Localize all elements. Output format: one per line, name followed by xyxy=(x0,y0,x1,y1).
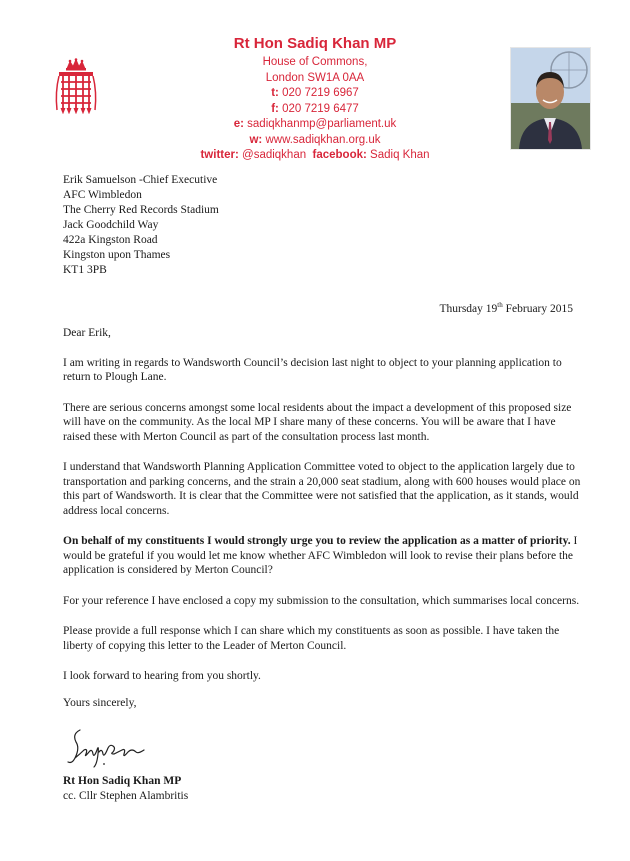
telephone-label: t: xyxy=(271,87,279,99)
twitter-label: twitter: xyxy=(200,149,239,161)
cc-line: cc. Cllr Stephen Alambritis xyxy=(63,790,189,802)
salutation: Dear Erik, xyxy=(63,327,111,339)
paragraph-5: For your reference I have enclosed a copy my submission to the consultation, which summarises local concerns. xyxy=(63,594,580,607)
facebook-label: facebook: xyxy=(312,149,367,161)
fax-number: 020 7219 6477 xyxy=(282,102,359,115)
paragraph-4-emphasis: On behalf of my constituents I would strongly urge you to review the application as a matter of priority. xyxy=(63,535,571,547)
recipient-address xyxy=(63,173,219,278)
paragraph-4-rest: I would be grateful if you would let me know whether AFC Wimbledon will look to revise their plans before the application is considered by Merton Council? xyxy=(63,535,578,576)
paragraph-4 xyxy=(63,534,581,578)
paragraph-1: I am writing in regards to Wandsworth Council’s decision last night to object to your planning application to return to Plough Lane. xyxy=(63,356,562,383)
letter-body xyxy=(63,326,581,710)
letter-date xyxy=(439,301,573,315)
closing: Yours sincerely, xyxy=(63,696,137,709)
email-address[interactable]: sadiqkhanmp@parliament.uk xyxy=(247,118,397,130)
date-month-year: February 2015 xyxy=(502,302,573,315)
portrait-illustration xyxy=(511,48,590,149)
email-label: e: xyxy=(233,118,244,130)
date-ordinal: th xyxy=(497,301,503,309)
paragraph-3: I understand that Wandsworth Planning Application Committee voted to object to the application largely due to transportation and parking concerns, and the strain a 20,000 seat stadium, along with 600 houses would place on this part of Wandsworth. It is clear that the Committee were not satisfied that the application, as it stands, would address local concerns. xyxy=(63,461,581,517)
handwritten-signature xyxy=(66,724,166,768)
mp-name: Rt Hon Sadiq Khan MP xyxy=(233,35,397,52)
paragraph-6: Please provide a full response which I can share which my constituents as soon as possible. I have taken the liberty of copying this letter to the Leader of Merton Council. xyxy=(63,625,560,652)
paragraph-7: I look forward to hearing from you shortly. xyxy=(63,670,261,682)
recipient-line: AFC Wimbledon xyxy=(63,189,142,201)
mp-portrait-photo xyxy=(510,47,591,150)
recipient-line: Erik Samuelson -Chief Executive xyxy=(63,174,218,186)
date-day: Thursday 19 xyxy=(439,302,498,315)
website-link[interactable]: www.sadiqkhan.org.uk xyxy=(265,133,381,146)
telephone-number: 020 7219 6967 xyxy=(282,87,359,99)
web-label: w: xyxy=(249,133,263,146)
paragraph-2: There are serious concerns amongst some local residents about the impact a development of this proposed size will have on the community. As the local MP I share many of these concerns. You will be aware that I have raised these with Merton Council as part of the consultation process last month. xyxy=(63,401,572,443)
signature-block xyxy=(63,774,188,804)
recipient-line: 422a Kingston Road xyxy=(63,234,158,246)
address-line-2: London SW1A 0AA xyxy=(265,71,365,84)
twitter-handle[interactable]: @sadiqkhan xyxy=(242,149,307,161)
social-line xyxy=(0,148,630,164)
recipient-line: KT1 3PB xyxy=(63,264,107,276)
address-line-1: House of Commons, xyxy=(262,56,368,68)
recipient-line: Kingston upon Thames xyxy=(63,249,171,261)
signatory-name: Rt Hon Sadiq Khan MP xyxy=(63,775,182,787)
recipient-line: Jack Goodchild Way xyxy=(63,219,159,231)
facebook-name[interactable]: Sadiq Khan xyxy=(370,149,430,161)
recipient-line: The Cherry Red Records Stadium xyxy=(63,204,219,216)
fax-label: f: xyxy=(271,102,279,115)
